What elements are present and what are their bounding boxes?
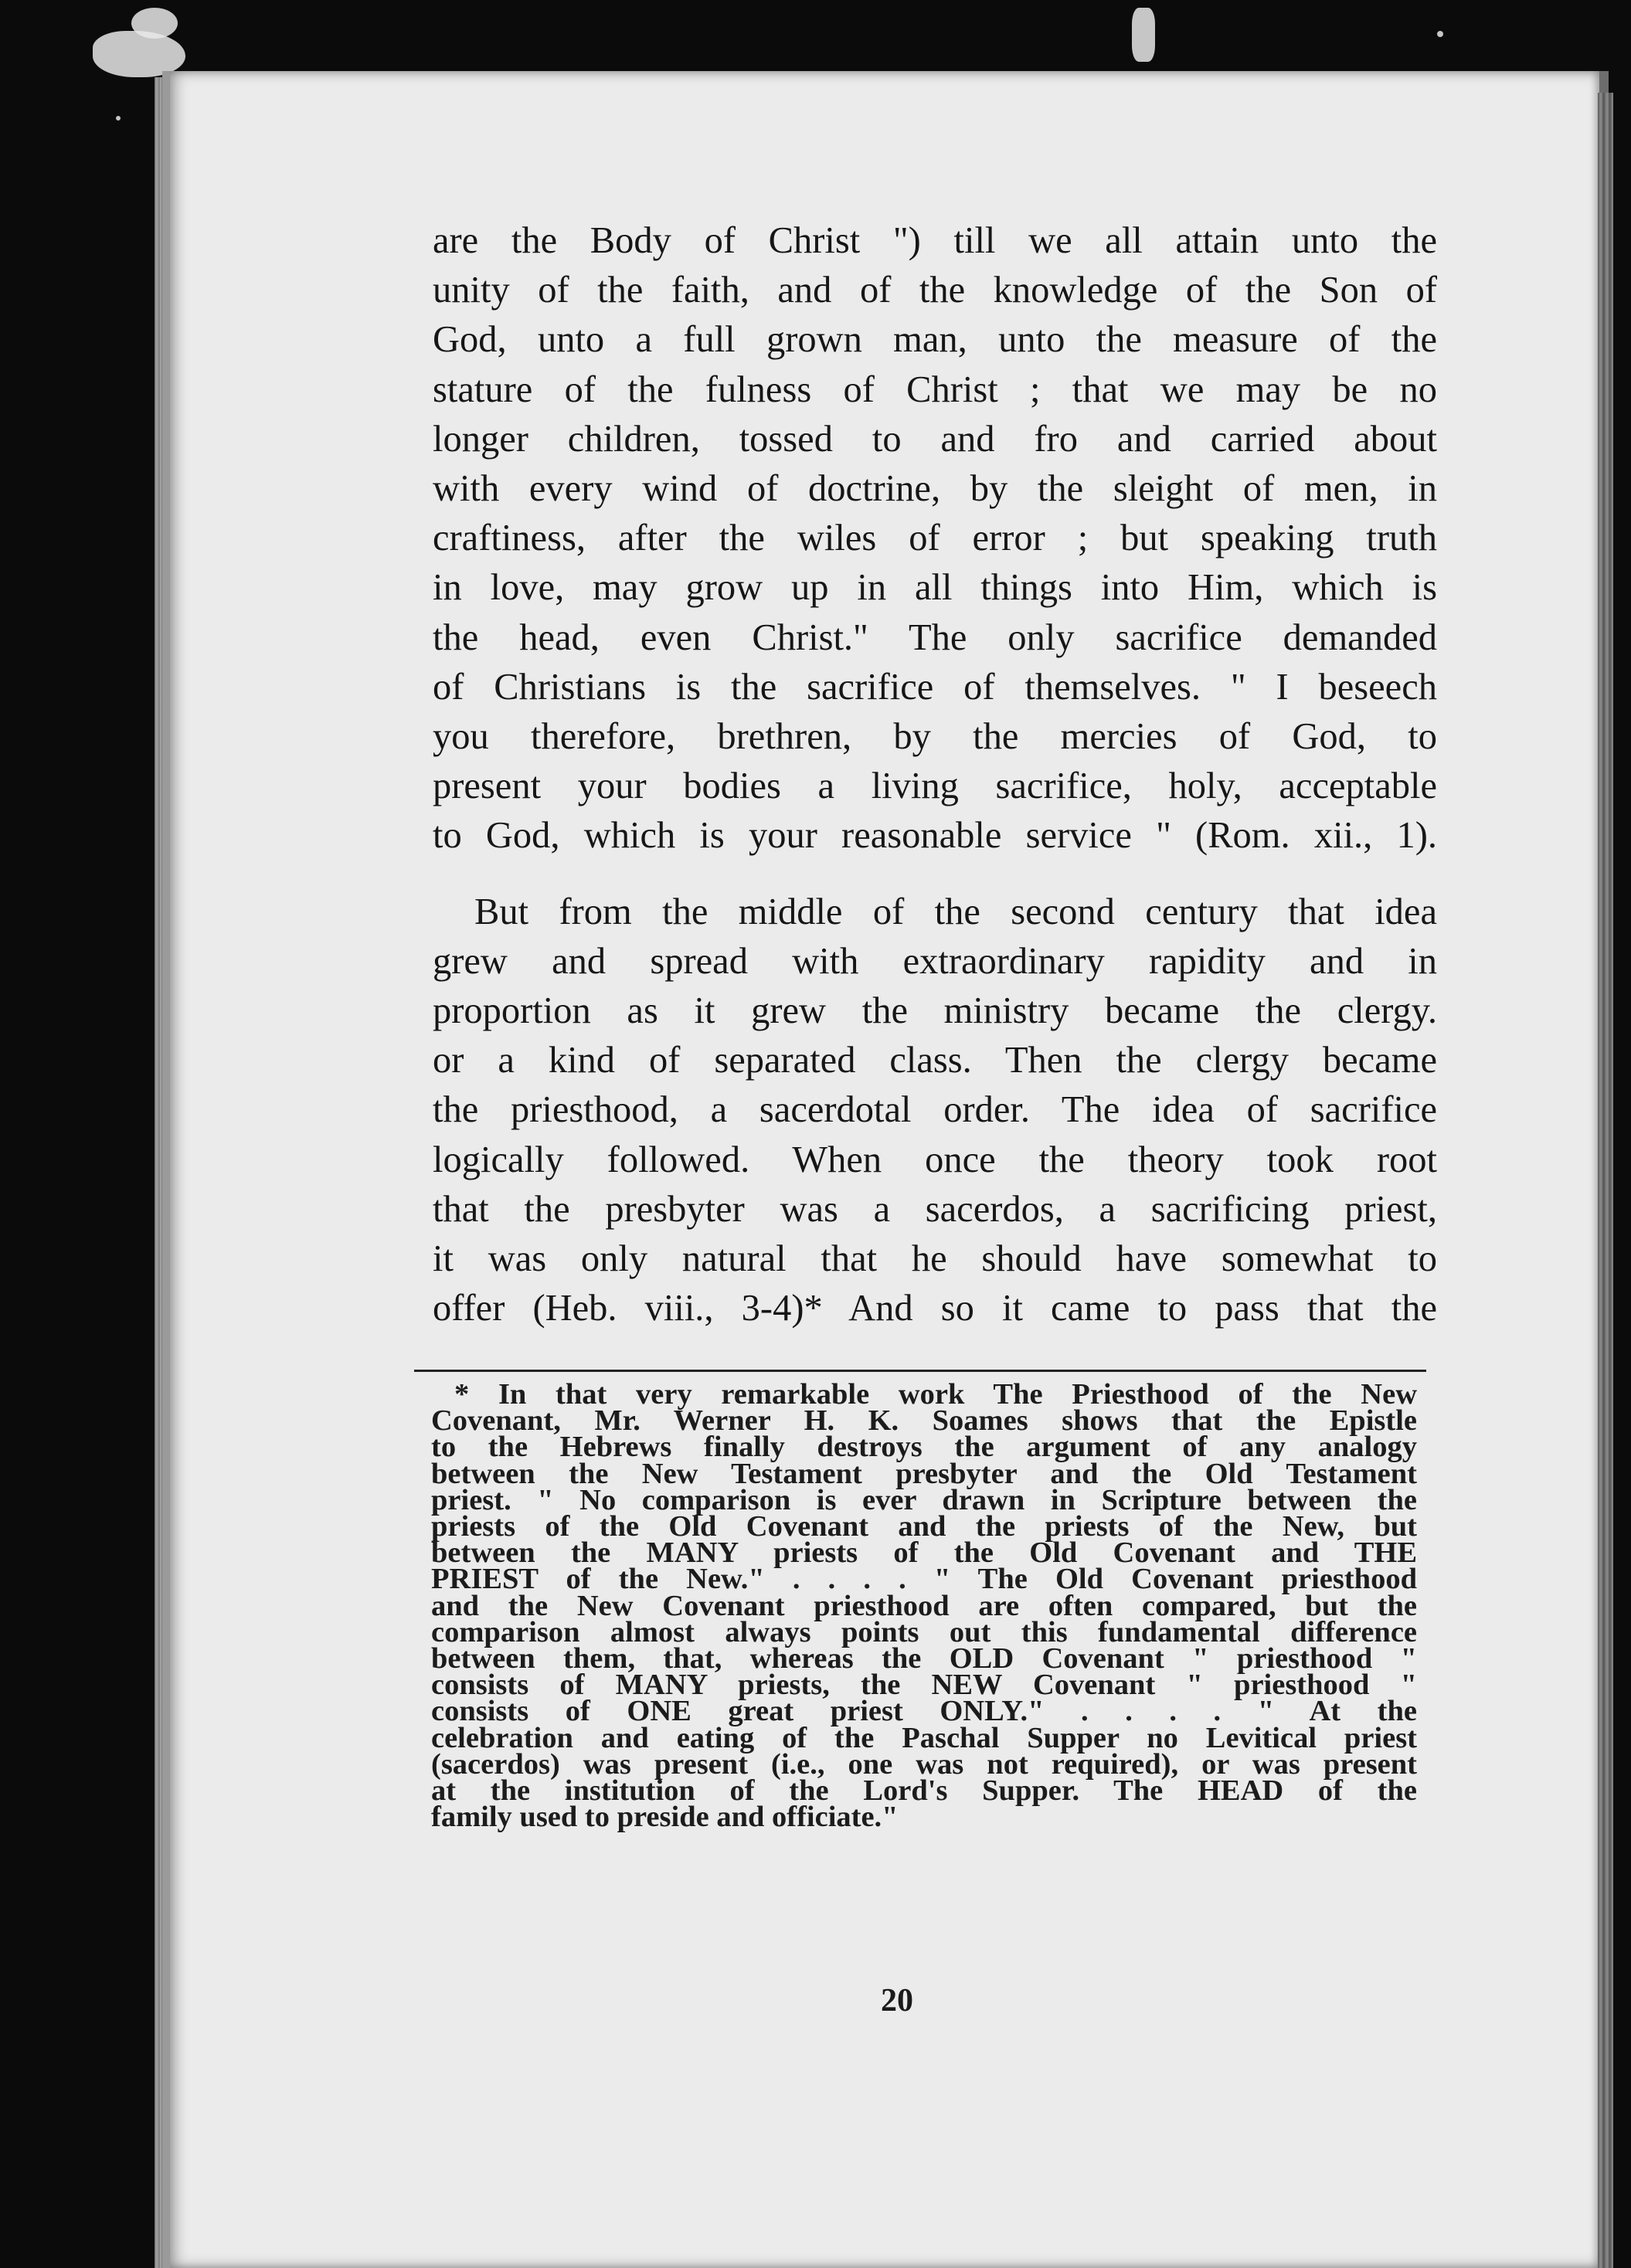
dust-speck [93,31,185,77]
text-line: offer (Heb. viii., 3-4)* And so it came to pass that the [433,1288,1437,1329]
footnote-line: Covenant, Mr. Werner H. K. Soames shows that the Epistle [431,1404,1417,1438]
text-line: the head, even Christ." The only sacrifice demanded [433,616,1437,658]
text-line: proportion as it grew the ministry became the clergy. [433,990,1437,1032]
text-line: stature of the fulness of Christ ; that we may be no [433,368,1437,410]
text-line: are the Body of Christ ") till we all attain unto the [433,220,1437,261]
text-line: logically followed. When once the theory took root [433,1139,1437,1180]
footnote-line: between the MANY priests of the Old Covenant and THE [431,1536,1417,1570]
text-line: that the presbyter was a sacerdos, a sacrificing priest, [433,1188,1437,1230]
text-line: the priesthood, a sacerdotal order. The idea of sacrifice [433,1089,1437,1131]
page-right-edge [1598,93,1613,2268]
text-line: to God, which is your reasonable service " (Rom. xii., 1). [433,815,1437,857]
footnote-line: between them, that, whereas the OLD Covenant " priesthood " [431,1642,1417,1676]
text-line: it was only natural that he should have somewhat to [433,1238,1437,1280]
text-line: you therefore, brethren, by the mercies of God, to [433,716,1437,758]
footnote [431,1378,1417,1834]
footnote-line: (sacerdos) was present (i.e., one was not required), or was present [431,1747,1417,1781]
footnote-line: consists of ONE great priest ONLY." . . . . " At the [431,1695,1417,1728]
footnote-line: celebration and eating of the Paschal Supper no Levitical priest [431,1721,1417,1754]
paragraph-2 [433,888,1437,1334]
footnote-line: family used to preside and officiate." [431,1801,899,1834]
text-line: present your bodies a living sacrifice, holy, acceptable [433,766,1437,807]
footnote-line: to the Hebrews finally destroys the argument of any analogy [431,1431,1417,1464]
text-line: longer children, tossed to and fro and carried about [433,418,1437,460]
footnote-line: at the institution of the Lord's Supper. The HEAD of the [431,1774,1417,1808]
text-line: grew and spread with extraordinary rapidity and in [433,940,1437,982]
paragraph-spacer [433,861,1437,888]
paragraph-1 [433,216,1437,861]
footnote-line: consists of MANY priests, the NEW Covenant " priesthood " [431,1669,1417,1702]
text-line: with every wind of doctrine, by the sleight of men, in [433,468,1437,510]
dust-speck [131,8,178,39]
dust-speck [1437,31,1443,37]
body-text [433,216,1437,1333]
dust-speck [1132,8,1155,62]
footnote-line: between the New Testament presbyter and the Old Testament [431,1457,1417,1490]
text-line: God, unto a full grown man, unto the measure of the [433,319,1437,361]
footnote-line: PRIEST of the New." . . . . " The Old Covenant priesthood [431,1563,1417,1596]
text-line: But from the middle of the second century that idea [474,891,1437,932]
dust-speck [116,116,121,121]
footnote-line: comparison almost always points out this fundamental difference [431,1615,1417,1648]
footnote-line: and the New Covenant priesthood are often compared, but the [431,1589,1417,1622]
text-line: of Christians is the sacrifice of themselves. " I beseech [433,666,1437,708]
text-line: or a kind of separated class. Then the clergy became [433,1040,1437,1081]
footnote-line: * In that very remarkable work The Priesthood of the New [454,1378,1417,1411]
text-line: unity of the faith, and of the knowledge of the Son of [433,270,1437,311]
text-line: in love, may grow up in all things into Him, which is [433,567,1437,609]
footnote-line: priests of the Old Covenant and the priests of the New, but [431,1510,1417,1543]
text-line: craftiness, after the wiles of error ; but speaking truth [433,518,1437,559]
footnote-divider [414,1370,1426,1372]
page-number: 20 [881,1983,913,2018]
footnote-line: priest. " No comparison is ever drawn in Scripture between the [431,1483,1417,1516]
